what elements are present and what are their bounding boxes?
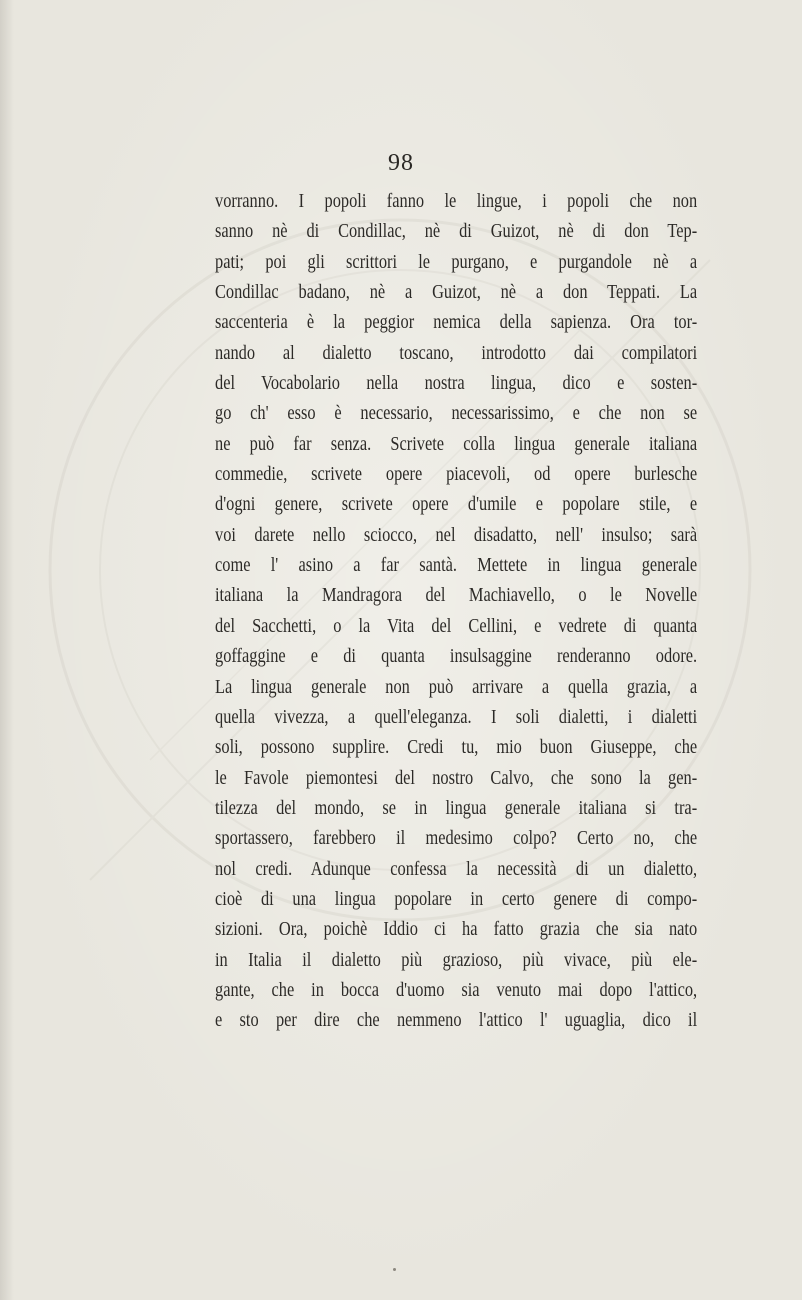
- text-line: commedie, scrivete opere piacevoli, od opere burlesche: [215, 464, 698, 486]
- text-line: gante, che in bocca d'uomo sia venuto mai dopo l'attico,: [215, 979, 698, 1001]
- text-line: del Vocabolario nella nostra lingua, dico e sosten-: [215, 373, 698, 395]
- text-line: del Sacchetti, o la Vita del Cellini, e vedrete di quanta: [215, 615, 698, 637]
- page-edge-shadow: [0, 0, 14, 1300]
- text-line: voi darete nello sciocco, nel disadatto, nell' insulso; sarà: [215, 524, 698, 546]
- page-number: 98: [388, 150, 414, 176]
- text-line: La lingua generale non può arrivare a quella grazia, a: [215, 676, 698, 698]
- text-line: sanno nè di Condillac, nè di Guizot, nè di don Tep-: [215, 221, 698, 243]
- body-text: [215, 187, 697, 1037]
- text-line: sportassero, farebbero il medesimo colpo? Certo no, che: [215, 828, 698, 850]
- text-line: nol credi. Adunque confessa la necessità di un dialetto,: [215, 858, 698, 880]
- text-line: saccenteria è la peggior nemica della sapienza. Ora tor-: [215, 312, 698, 334]
- text-line: ne può far senza. Scrivete colla lingua generale italiana: [215, 433, 698, 455]
- text-line: cioè di una lingua popolare in certo genere di compo-: [215, 888, 698, 910]
- text-line: pati; poi gli scrittori le purgano, e purgandole nè a: [215, 251, 698, 273]
- text-line: soli, possono supplire. Credi tu, mio buon Giuseppe, che: [215, 737, 698, 759]
- text-line: le Favole piemontesi del nostro Calvo, che sono la gen-: [215, 767, 698, 789]
- text-line: tilezza del mondo, se in lingua generale italiana si tra-: [215, 797, 698, 819]
- text-line: sizioni. Ora, poichè Iddio ci ha fatto grazia che sia nato: [215, 919, 698, 941]
- text-line: nando al dialetto toscano, introdotto dai compilatori: [215, 342, 698, 364]
- text-line: Condillac badano, nè a Guizot, nè a don Teppati. La: [215, 282, 698, 304]
- text-line: italiana la Mandragora del Machiavello, o le Novelle: [215, 585, 698, 607]
- text-line: vorranno. I popoli fanno le lingue, i popoli che non: [215, 191, 698, 212]
- text-line: go ch' esso è necessario, necessarissimo, e che non se: [215, 403, 698, 425]
- text-line: e sto per dire che nemmeno l'attico l' uguaglia, dico il: [215, 1010, 698, 1032]
- text-line: goffaggine e di quanta insulsaggine renderanno odore.: [215, 646, 698, 668]
- text-line: quella vivezza, a quell'eleganza. I soli dialetti, i dialetti: [215, 706, 698, 728]
- page-speck: [393, 1268, 396, 1271]
- text-line: in Italia il dialetto più grazioso, più vivace, più ele-: [215, 949, 698, 971]
- text-line: come l' asino a far santà. Mettete in lingua generale: [215, 555, 698, 577]
- text-line: d'ogni genere, scrivete opere d'umile e popolare stile, e: [215, 494, 698, 516]
